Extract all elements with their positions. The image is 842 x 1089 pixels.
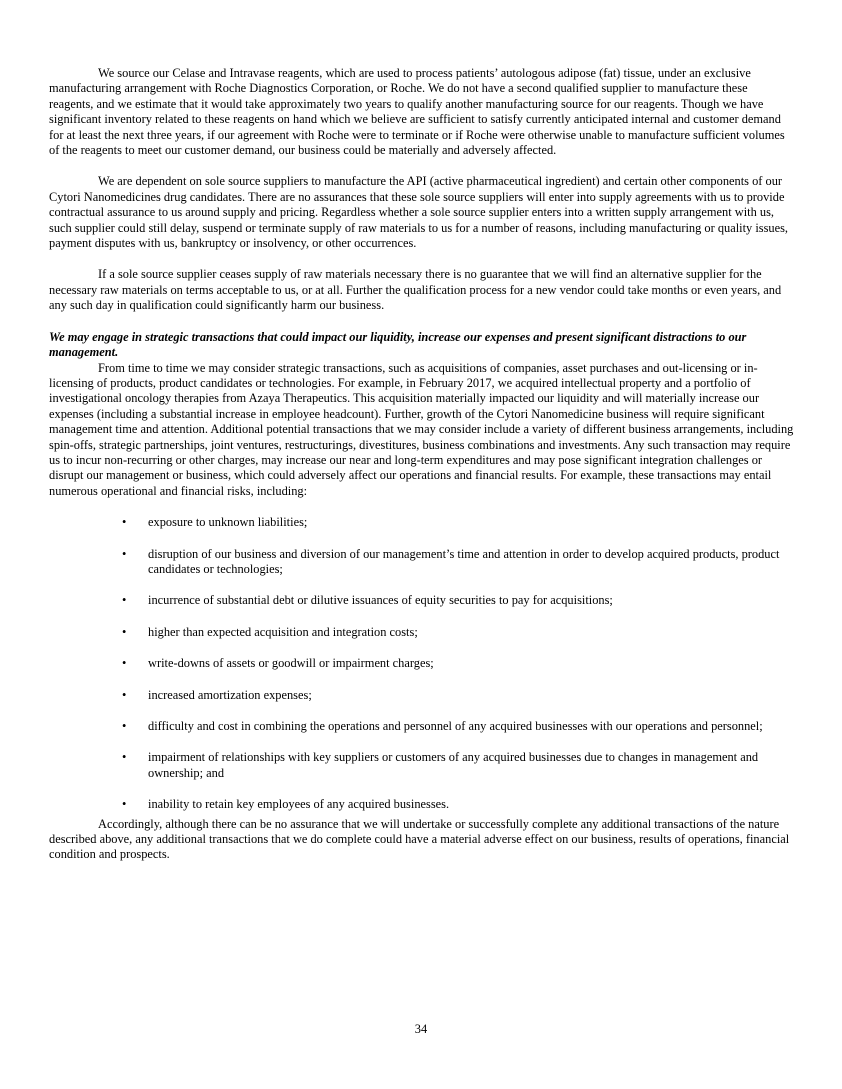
list-item-text: write-downs of assets or goodwill or impairment charges; [148, 656, 434, 671]
bullet-marker: • [122, 624, 127, 639]
risk-bullet-list [49, 515, 794, 812]
list-item [49, 797, 794, 812]
list-item-text: disruption of our business and diversion of our management’s time and attention in order to develop acquired products, product candidates or technologies; [148, 546, 780, 576]
bullet-marker: • [122, 750, 127, 765]
paragraph-spacer [49, 314, 794, 330]
list-item [49, 547, 794, 578]
paragraph-strategic-transactions: From time to time we may consider strategic transactions, such as acquisitions of companies, asset purchases and out-licensing or in-licensing of products, product candidates or technologies. For example, in February 2017, we acquired intellectual property and a portfolio of investigational oncology therapies from Azaya Therapeutics. This acquisition materially impacted our liquidity and will materially increase our expenses (including a substantial increase in employee headcount). Further, growth of the Cytori Nanomedicine business will require significant management time and attention. Additional potential transactions that we may consider include a variety of different business arrangements, including spin-offs, strategic partnerships, joint ventures, restructurings, divestitures, business combinations and investments. Any such transaction may require us to incur non-recurring or other charges, may increase our near and long-term expenditures and may pose significant integration challenges or disrupt our management or business, which could adversely affect our operations and financial results. For example, these transactions may entail numerous operational and financial risks, including: [49, 360, 794, 498]
bullet-marker: • [122, 593, 127, 608]
list-item-text: incurrence of substantial debt or dilutive issuances of equity securities to pay for acquisitions; [148, 593, 613, 608]
paragraph-conclusion: Accordingly, although there can be no assurance that we will undertake or successfully complete any additional transactions of the nature described above, any additional transactions that we do complete could have a material adverse effect on our business, results of operations, financial condition and prospects. [49, 816, 790, 862]
list-item [49, 750, 794, 781]
list-item-text: difficulty and cost in combining the operations and personnel of any acquired businesses with our operations and personnel; [148, 719, 763, 733]
list-item [49, 719, 794, 734]
paragraph-spacer [49, 158, 794, 174]
paragraph-spacer [49, 499, 794, 515]
bullet-marker: • [122, 719, 127, 733]
paragraph-reagents-supply: We source our Celase and Intravase reagents, which are used to process patients’ autologous adipose (fat) tissue, under an exclusive manufacturing arrangement with Roche Diagnostics Corporation, or Roche. We do not have a second qualified supplier to manufacture these reagents, and we estimate that it would take approximately two years to qualify another manufacturing source for our reagents. Though we have significant inventory related to these reagents on hand which we believe are sufficient to satisfy currently anticipated internal and customer demand for at least the next three years, if our agreement with Roche were to terminate or if Roche were otherwise unable to manufacture sufficient volumes of the reagents to meet our customer demand, our business could be materially and adversely affected. [49, 66, 785, 158]
bullet-marker: • [122, 546, 127, 561]
bullet-marker: • [122, 687, 127, 702]
page-number: 34 [414, 1022, 428, 1036]
list-item-text: increased amortization expenses; [148, 687, 312, 702]
bullet-marker: • [122, 515, 127, 530]
list-item-text: impairment of relationships with key suppliers or customers of any acquired businesses due to changes in management and ownership; and [148, 750, 759, 780]
list-item-text: higher than expected acquisition and integration costs; [148, 624, 418, 639]
risk-factor-heading: We may engage in strategic transactions that could impact our liquidity, increase our expenses and present significant distractions to our management. [49, 329, 747, 360]
list-item [49, 656, 794, 671]
paragraph-sole-source-suppliers: We are dependent on sole source suppliers to manufacture the API (active pharmaceutical ingredient) and certain other components of our Cytori Nanomedicines drug candidates. There are no assurances that these sole source suppliers will enter into supply agreements with us to provide contractual assurance to us around supply and pricing. Regardless whether a sole source supplier enters into a written supply arrangement with us, such supplier could still delay, suspend or terminate supply of raw materials to us for a number of reasons, including manufacturing or quality issues, payment disputes with us, bankruptcy or insolvency, or other occurrences. [49, 174, 789, 251]
bullet-marker: • [122, 656, 127, 671]
list-item [49, 688, 794, 703]
paragraph-alternative-supplier: If a sole source supplier ceases supply of raw materials necessary there is no guarantee that we will find an alternative supplier for the necessary raw materials on terms acceptable to us, or at all. Further the qualification process for a new vendor could take months or even years, and any such day in qualification could significantly harm our business. [49, 267, 782, 313]
list-item [49, 593, 794, 608]
list-item [49, 625, 794, 640]
document-page [49, 66, 794, 863]
list-item-text: exposure to unknown liabilities; [148, 515, 308, 530]
bullet-marker: • [122, 797, 127, 812]
list-item [49, 515, 794, 530]
paragraph-spacer [49, 251, 794, 267]
list-item-text: inability to retain key employees of any acquired businesses. [148, 797, 450, 812]
